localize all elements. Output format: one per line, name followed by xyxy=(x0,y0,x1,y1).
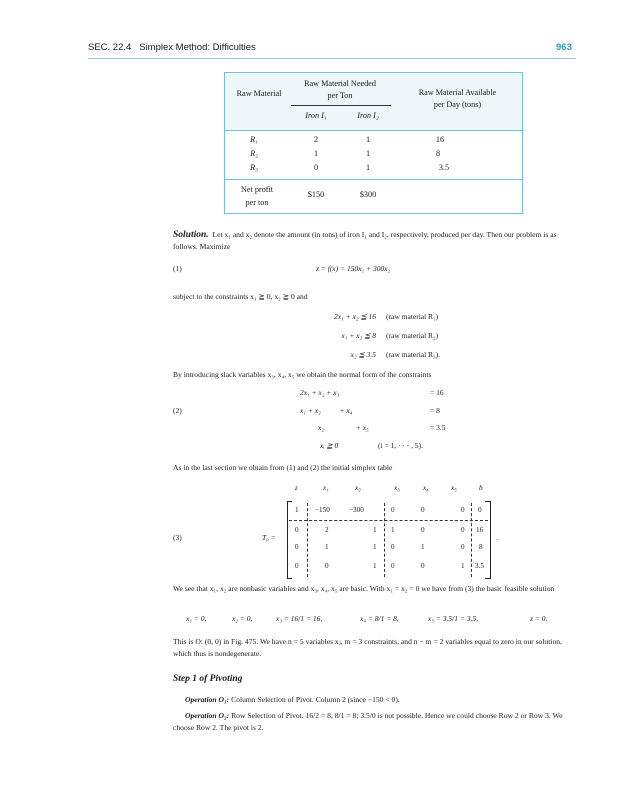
subject-text: subject to the constraints x₁ ≧ 0, x₂ ≧ 0 and xyxy=(173,292,308,301)
cell-r1-b: 16 xyxy=(476,526,484,534)
col-iron2: Iron I₂ xyxy=(357,111,379,120)
running-header xyxy=(88,42,256,53)
normal-1-rhs: = 16 xyxy=(430,388,444,397)
cell-r2-x5: 0 xyxy=(461,543,465,551)
fig-text: This is O: (0, 0) in Fig. 475. We have n = 5 variables xⱼ, m = 3 constraints, and n − m = 2 variables equal to zero in our solution, which thus is nondegenerate. xyxy=(173,637,562,658)
th-x1: x₁ xyxy=(323,484,329,492)
cell-r0-z: 1 xyxy=(295,506,299,514)
simplex-table xyxy=(285,484,495,580)
cell-r1-z: 0 xyxy=(295,526,299,534)
row-r3-i2: 1 xyxy=(365,163,371,172)
basic-text: We see that x₁, x₂ are nonbasic variables and x₃, x₄, x₅ are basic. With x₁ = x₂ = 0 we have from (3) the basic feasible solution xyxy=(173,584,555,593)
table-subheader-rule xyxy=(291,105,391,106)
op1: Operation O₁: Column Selection of Pivot. Column 2 (since −150 < 0). xyxy=(185,695,400,704)
cell-r0-x1: −150 xyxy=(315,506,330,514)
cell-r2-x3: 0 xyxy=(391,543,395,551)
bs-x3: x₃ = 16/1 = 16, xyxy=(276,614,323,623)
constraint-2-note: (raw material R₂) xyxy=(386,331,439,340)
col-iron1: Iron I₁ xyxy=(305,111,327,120)
bs-x4: x₄ = 8/1 = 8, xyxy=(360,614,399,623)
left-bracket-top xyxy=(287,501,292,502)
row-r3-avail: 3.5 xyxy=(438,163,450,172)
th-x4: x₄ xyxy=(423,484,429,492)
cell-r0-b: 0 xyxy=(478,506,482,514)
eq2-label: (2) xyxy=(173,406,182,415)
row-separator xyxy=(289,520,488,521)
cell-r3-b: 3.5 xyxy=(475,562,484,570)
cell-r0-x4: 0 xyxy=(421,506,425,514)
header-rule xyxy=(88,58,576,59)
cell-r3-x3: 0 xyxy=(391,562,395,570)
table-header-rule xyxy=(225,130,522,131)
cell-r0-x3: 0 xyxy=(391,506,395,514)
constraint-3-note: (raw material R₃). xyxy=(386,350,441,359)
cell-r1-x1: 2 xyxy=(325,526,329,534)
normal-2: x₁ + x₂ + x₄ xyxy=(300,406,353,415)
bs-x5: x₅ = 3.5/1 = 3.5, xyxy=(428,614,479,623)
cell-r2-x1: 1 xyxy=(325,543,329,551)
col-needed: Raw Material Needed per Ton xyxy=(304,79,376,100)
th-x3: x₃ xyxy=(394,484,400,492)
eq3-label: (3) xyxy=(173,533,182,542)
row-r2-i2: 1 xyxy=(365,149,371,158)
section-title: Simplex Method: Difficulties xyxy=(139,42,256,53)
profit-label: Net profit per ton xyxy=(240,185,274,207)
th-x2: x₂ xyxy=(355,484,361,492)
row-r1-i2: 1 xyxy=(365,135,371,144)
slack-text: By introducing slack variables x₃, x₄, x₅ we obtain the normal form of the constraints xyxy=(173,370,432,379)
cell-r1-x4: 0 xyxy=(421,526,425,534)
row-r1-avail: 16 xyxy=(435,135,445,144)
constraint-2: x₁ + x₂ ≦ 8 xyxy=(341,331,376,340)
eq1-label: (1) xyxy=(173,264,182,273)
bs-z: z = 0. xyxy=(530,614,548,623)
left-bracket-bottom xyxy=(287,578,292,579)
right-bracket-top xyxy=(485,501,490,502)
left-bracket xyxy=(287,501,288,579)
th-z: z xyxy=(295,484,298,492)
t0-label: T₀ = xyxy=(262,533,276,542)
op2: Operation O₂: Row Selection of Pivot. 16/2 = 8, 8/1 = 8; 3.5/0 is not possible. Hence we could choose Row 2 or Row 3. We choose Row 2. The pivot is 2. xyxy=(173,711,563,732)
row-r1-name: R₁ xyxy=(250,135,258,144)
row-r2-name: R₂ xyxy=(250,149,258,158)
page-number: 963 xyxy=(556,42,572,53)
row-r3-i1: 0 xyxy=(313,163,319,172)
bs-x1: x₁ = 0, xyxy=(186,614,207,623)
cell-r3-x4: 0 xyxy=(421,562,425,570)
eq1: z = f(x) = 150x₁ + 300x₂ xyxy=(316,264,391,273)
th-x5: x₅ xyxy=(451,484,457,492)
col-sep-z xyxy=(307,503,308,577)
row-r1-i1: 2 xyxy=(313,135,319,144)
profit-i1: $150 xyxy=(307,190,325,199)
cell-r1-x3: 1 xyxy=(391,526,395,534)
table-period: . xyxy=(496,533,498,542)
right-bracket xyxy=(490,501,491,579)
col-sep-x2 xyxy=(384,503,385,577)
cell-r0-x2: −300 xyxy=(349,506,364,514)
cell-r3-x5: 1 xyxy=(461,562,465,570)
normal-3: x₂ + x₅ xyxy=(318,423,369,432)
cell-r2-x4: 1 xyxy=(421,543,425,551)
cell-r3-x2: 1 xyxy=(373,562,377,570)
bs-x2: x₂ = 0, xyxy=(232,614,253,623)
normal-2-rhs: = 8 xyxy=(430,406,440,415)
row-r2-avail: 8 xyxy=(435,149,441,158)
normal-4: xᵢ ≧ 0 xyxy=(320,441,339,450)
row-r2-i1: 1 xyxy=(313,149,319,158)
profit-i2: $300 xyxy=(359,190,377,199)
cell-r2-b: 8 xyxy=(479,543,483,551)
col-sep-x5 xyxy=(471,503,472,577)
constraint-1: 2x₁ + x₂ ≦ 16 xyxy=(334,312,376,321)
right-bracket-bottom xyxy=(485,578,490,579)
constraint-1-note: (raw material R₁) xyxy=(386,312,439,321)
normal-3-rhs: = 3.5 xyxy=(430,423,446,432)
cell-r2-z: 0 xyxy=(295,543,299,551)
cell-r0-x5: 0 xyxy=(461,506,465,514)
th-b: b xyxy=(479,484,483,492)
cell-r1-x2: 1 xyxy=(373,526,377,534)
row-r3-name: R₃ xyxy=(250,163,258,172)
normal-4-rhs: (i = 1, · · · , 5). xyxy=(378,441,424,450)
table-profit-rule xyxy=(225,179,522,180)
cell-r1-x5: 0 xyxy=(461,526,465,534)
solution-intro: Solution. Let x₁ and x₂ denote the amount (in tons) of iron I₁ and I₂, respectively, produced per day. Then our problem is as follows. Maximize xyxy=(173,230,557,251)
cell-r3-x1: 0 xyxy=(325,562,329,570)
cell-r2-x2: 1 xyxy=(373,543,377,551)
constraint-3: x₂ ≦ 3.5 xyxy=(350,350,376,359)
last-section-text: As in the last section we obtain from (1) and (2) the initial simplex table xyxy=(173,463,393,472)
normal-1: 2x₁ + x₂ + x₃ xyxy=(300,388,340,397)
col-raw-material: Raw Material xyxy=(236,89,282,98)
section-number: SEC. 22.4 xyxy=(88,42,132,53)
step1-heading: Step 1 of Pivoting xyxy=(173,674,243,684)
cell-r3-z: 0 xyxy=(295,562,299,570)
col-available: Raw Material Available per Day (tons) xyxy=(418,88,497,109)
raw-material-table xyxy=(224,72,523,214)
